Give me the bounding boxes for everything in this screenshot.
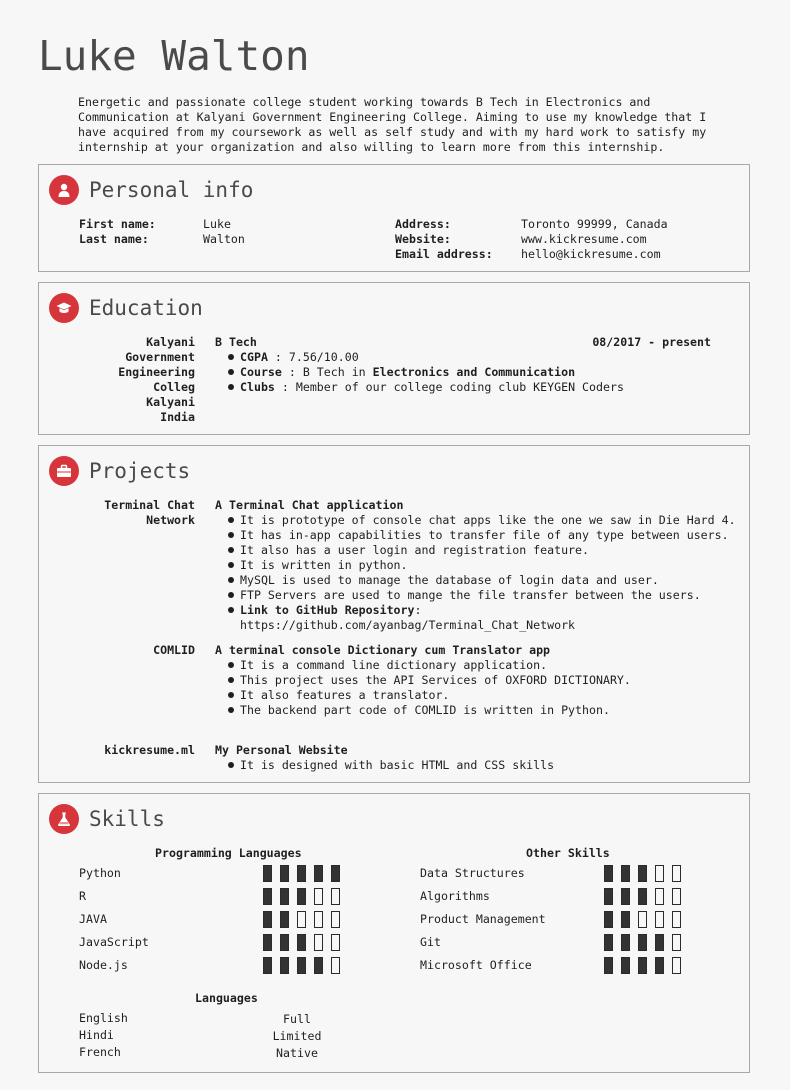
section-title: Education bbox=[89, 296, 203, 320]
rating-bar-filled bbox=[331, 865, 340, 882]
project-bullet: It has in-app capabilities to transfer file of any type between users. bbox=[240, 528, 729, 542]
skill-rating bbox=[604, 911, 689, 929]
project-bullet: The backend part code of COMLID is written in Python. bbox=[240, 703, 610, 717]
rating-bar-filled bbox=[297, 888, 306, 905]
skill-name: R bbox=[79, 889, 86, 903]
project-bullet: It also has a user login and registration feature. bbox=[240, 543, 590, 557]
rating-bar-filled bbox=[280, 865, 289, 882]
personal-info-section bbox=[38, 164, 750, 272]
rating-bar-filled bbox=[280, 911, 289, 928]
education-dates: 08/2017 - present bbox=[592, 335, 711, 349]
bullet-dot bbox=[228, 677, 234, 683]
school-name-line: Colleg bbox=[153, 380, 195, 394]
project-name-line: kickresume.ml bbox=[104, 743, 195, 757]
email-value: hello@kickresume.com bbox=[521, 247, 661, 261]
school-name-line: Kalyani bbox=[146, 395, 195, 409]
skill-rating bbox=[263, 957, 348, 975]
skill-name: Microsoft Office bbox=[420, 958, 532, 972]
rating-bar-filled bbox=[297, 957, 306, 974]
bullet-dot bbox=[228, 577, 234, 583]
project-name-line: Network bbox=[146, 513, 195, 527]
bullet-dot bbox=[228, 562, 234, 568]
skill-name: Git bbox=[420, 935, 441, 949]
skill-rating bbox=[604, 957, 689, 975]
first-name-value: Luke bbox=[203, 217, 231, 231]
rating-bar-filled bbox=[638, 888, 647, 905]
bullet-dot bbox=[228, 532, 234, 538]
education-item: CGPA : 7.56/10.00 bbox=[240, 350, 359, 364]
person-icon bbox=[49, 175, 79, 205]
briefcase-icon bbox=[49, 456, 79, 486]
rating-bar-filled bbox=[604, 888, 613, 905]
project-bullet: FTP Servers are used to mange the file transfer between the users. bbox=[240, 588, 701, 602]
skill-rating bbox=[263, 911, 348, 929]
projects-section bbox=[38, 445, 750, 783]
rating-bar-empty bbox=[672, 957, 681, 974]
project-name-line: Terminal Chat bbox=[104, 498, 195, 512]
rating-bar-filled bbox=[314, 957, 323, 974]
flask-icon bbox=[49, 804, 79, 834]
rating-bar-filled bbox=[621, 865, 630, 882]
skill-rating bbox=[263, 888, 348, 906]
rating-bar-empty bbox=[655, 911, 664, 928]
skill-name: Node.js bbox=[79, 958, 128, 972]
rating-bar-empty bbox=[655, 865, 664, 882]
school-name-line: Government bbox=[125, 350, 195, 364]
rating-bar-empty bbox=[331, 911, 340, 928]
section-title: Projects bbox=[89, 459, 191, 483]
rating-bar-empty bbox=[331, 957, 340, 974]
rating-bar-empty bbox=[314, 934, 323, 951]
rating-bar-empty bbox=[314, 911, 323, 928]
bullet-dot bbox=[228, 692, 234, 698]
language-level: Limited bbox=[272, 1029, 322, 1043]
rating-bar-filled bbox=[621, 888, 630, 905]
skill-name: Data Structures bbox=[420, 866, 525, 880]
rating-bar-filled bbox=[604, 934, 613, 951]
bullet-dot bbox=[228, 662, 234, 668]
rating-bar-empty bbox=[297, 911, 306, 928]
school-name-line: Kalyani bbox=[146, 335, 195, 349]
education-item: Course : B Tech in Electronics and Communication bbox=[240, 365, 576, 379]
rating-bar-empty bbox=[331, 934, 340, 951]
rating-bar-filled bbox=[604, 865, 613, 882]
programming-heading: Programming Languages bbox=[155, 846, 302, 860]
project-bullet: MySQL is used to manage the database of login data and user. bbox=[240, 573, 659, 587]
rating-bar-filled bbox=[297, 865, 306, 882]
project-heading: My Personal Website bbox=[215, 743, 348, 757]
website-value: www.kickresume.com bbox=[521, 232, 647, 246]
rating-bar-filled bbox=[263, 957, 272, 974]
bullet-dot bbox=[228, 707, 234, 713]
section-title: Skills bbox=[89, 807, 165, 831]
rating-bar-filled bbox=[263, 934, 272, 951]
rating-bar-empty bbox=[672, 888, 681, 905]
address-value: Toronto 99999, Canada bbox=[521, 217, 668, 231]
project-bullet: This project uses the API Services of OXFORD DICTIONARY. bbox=[240, 673, 631, 687]
rating-bar-filled bbox=[621, 911, 630, 928]
rating-bar-filled bbox=[280, 888, 289, 905]
rating-bar-filled bbox=[621, 934, 630, 951]
skill-name: Python bbox=[79, 866, 121, 880]
resume-name: Luke Walton bbox=[38, 32, 310, 80]
rating-bar-filled bbox=[263, 865, 272, 882]
bullet-dot bbox=[228, 517, 234, 523]
bullet-dot bbox=[228, 547, 234, 553]
skill-rating bbox=[604, 888, 689, 906]
rating-bar-filled bbox=[638, 934, 647, 951]
language-level: Full bbox=[283, 1012, 311, 1026]
email-label: Email address: bbox=[395, 247, 493, 261]
skills-section bbox=[38, 793, 750, 1073]
project-bullet: It is written in python. bbox=[240, 558, 408, 572]
graduation-cap-icon bbox=[49, 293, 79, 323]
github-link-label: Link to GitHub Repository: bbox=[240, 603, 422, 617]
address-label: Address: bbox=[395, 217, 451, 231]
other-skills-heading: Other Skills bbox=[526, 846, 610, 860]
first-name-label: First name: bbox=[79, 217, 156, 231]
rating-bar-filled bbox=[314, 865, 323, 882]
language-level: Native bbox=[276, 1046, 318, 1060]
skill-name: Product Management bbox=[420, 912, 546, 926]
skill-rating bbox=[263, 934, 348, 952]
rating-bar-filled bbox=[604, 911, 613, 928]
languages-heading: Languages bbox=[195, 991, 258, 1005]
school-name-line: Engineering bbox=[118, 365, 195, 379]
bullet-dot bbox=[228, 592, 234, 598]
project-heading: A terminal console Dictionary cum Translator app bbox=[215, 643, 551, 657]
rating-bar-filled bbox=[280, 934, 289, 951]
language-name: English bbox=[79, 1011, 128, 1025]
project-bullet: It also features a translator. bbox=[240, 688, 450, 702]
project-name-line: COMLID bbox=[153, 643, 195, 657]
education-item: Clubs : Member of our college coding club KEYGEN Coders bbox=[240, 380, 624, 394]
skill-rating bbox=[604, 865, 689, 883]
website-label: Website: bbox=[395, 232, 451, 246]
school-name-line: India bbox=[160, 410, 195, 424]
rating-bar-filled bbox=[638, 957, 647, 974]
rating-bar-empty bbox=[655, 888, 664, 905]
section-title: Personal info bbox=[89, 178, 254, 202]
project-heading: A Terminal Chat application bbox=[215, 498, 404, 512]
rating-bar-empty bbox=[314, 888, 323, 905]
github-link-url[interactable]: https://github.com/ayanbag/Terminal_Chat_Network bbox=[240, 618, 576, 632]
bullet-dot bbox=[228, 607, 234, 613]
rating-bar-empty bbox=[331, 888, 340, 905]
education-section bbox=[38, 282, 750, 435]
rating-bar-filled bbox=[280, 957, 289, 974]
bullet-dot bbox=[228, 369, 234, 375]
project-bullet: It is a command line dictionary application. bbox=[240, 658, 548, 672]
project-bullet: It is designed with basic HTML and CSS skills bbox=[240, 758, 555, 772]
degree-title: B Tech bbox=[215, 335, 257, 349]
rating-bar-filled bbox=[655, 934, 664, 951]
rating-bar-empty bbox=[672, 865, 681, 882]
bullet-dot bbox=[228, 384, 234, 390]
summary-paragraph: Energetic and passionate college student working towards B Tech in Electronics and Communication at Kalyani Government Engineering College. Aiming to use my knowledge that I have acquired from my coursework as well as self study and with my hard work to satisfy my internship at your organization and also willing to learn more from this internship. bbox=[78, 95, 707, 154]
rating-bar-empty bbox=[672, 934, 681, 951]
last-name-value: Walton bbox=[203, 232, 245, 246]
skill-name: JAVA bbox=[79, 912, 107, 926]
language-name: French bbox=[79, 1045, 121, 1059]
bullet-dot bbox=[228, 762, 234, 768]
rating-bar-empty bbox=[638, 911, 647, 928]
bullet-dot bbox=[228, 354, 234, 360]
rating-bar-filled bbox=[297, 934, 306, 951]
rating-bar-filled bbox=[621, 957, 630, 974]
last-name-label: Last name: bbox=[79, 232, 149, 246]
language-name: Hindi bbox=[79, 1028, 114, 1042]
skill-rating bbox=[604, 934, 689, 952]
project-bullet: It is prototype of console chat apps like the one we saw in Die Hard 4. bbox=[240, 513, 736, 527]
rating-bar-filled bbox=[604, 957, 613, 974]
rating-bar-filled bbox=[263, 888, 272, 905]
rating-bar-filled bbox=[655, 957, 664, 974]
rating-bar-empty bbox=[672, 911, 681, 928]
rating-bar-filled bbox=[263, 911, 272, 928]
rating-bar-filled bbox=[638, 865, 647, 882]
skill-name: JavaScript bbox=[79, 935, 149, 949]
skill-rating bbox=[263, 865, 348, 883]
skill-name: Algorithms bbox=[420, 889, 490, 903]
